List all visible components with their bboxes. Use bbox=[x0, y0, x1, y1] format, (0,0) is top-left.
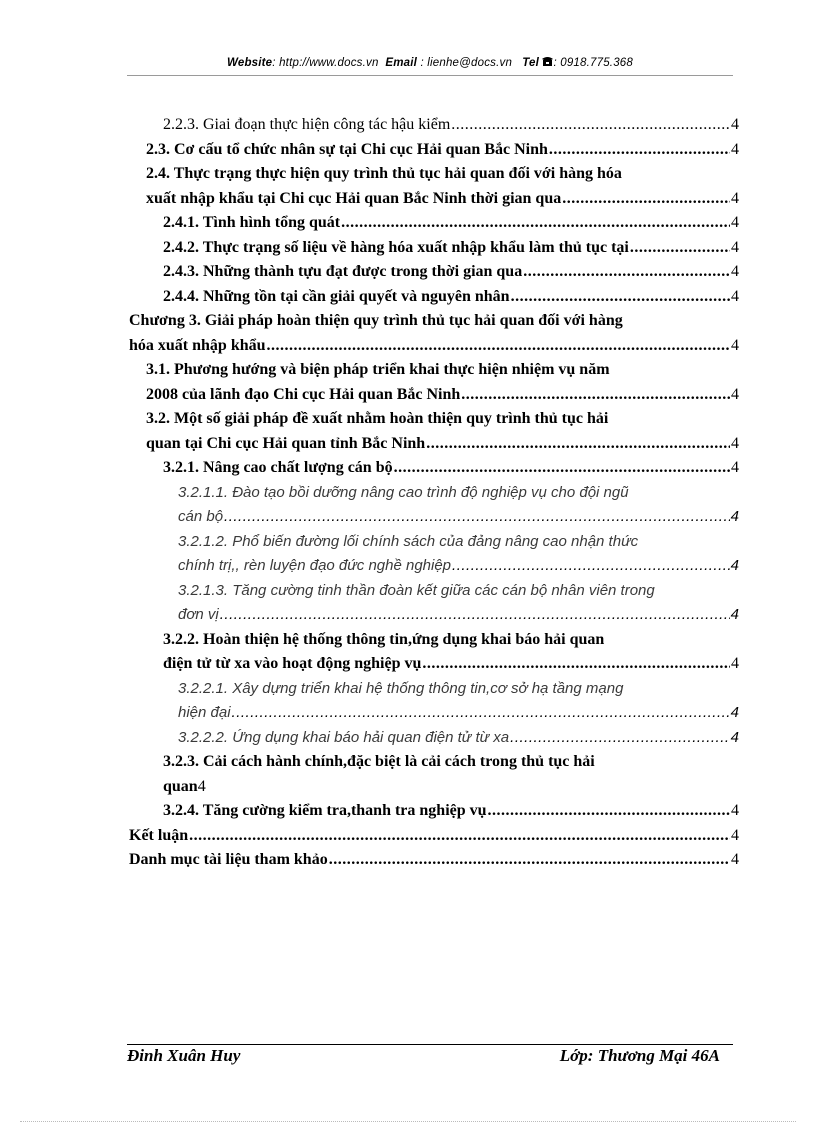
dot-leader bbox=[511, 285, 730, 310]
dot-leader bbox=[220, 603, 730, 628]
toc-entry[interactable] bbox=[163, 456, 816, 481]
footer-class: Lớp: Thương Mại 46A bbox=[559, 1046, 720, 1065]
toc-page-number: 4 bbox=[731, 826, 739, 844]
dot-leader bbox=[426, 432, 730, 457]
toc-entry[interactable] bbox=[163, 113, 816, 138]
toc-page-number: 4 bbox=[731, 434, 739, 452]
email-label: Email bbox=[385, 57, 418, 69]
toc-entry[interactable] bbox=[163, 260, 816, 285]
toc-page-number: 4 bbox=[730, 606, 739, 623]
toc-entry-text: Kết luận bbox=[129, 826, 189, 844]
toc-entry-text: Danh mục tài liệu tham khảo bbox=[129, 851, 328, 868]
toc-entry-text: Chương 3. Giải pháp hoàn thiện quy trình thủ tục hải quan đối với hàng bbox=[129, 312, 623, 329]
toc-page-number: 4 bbox=[731, 238, 739, 256]
phone-icon bbox=[542, 57, 553, 69]
toc-entry-text: cán bộ bbox=[178, 508, 224, 525]
dot-leader bbox=[630, 236, 730, 261]
toc-entry[interactable] bbox=[146, 162, 816, 211]
toc-entry-text: 3.2.1.3. Tăng cường tinh thần đoàn kết giữa các cán bộ nhân viên trong bbox=[178, 581, 655, 599]
toc-page-number: 4 bbox=[731, 802, 739, 819]
toc-page-number: 4 bbox=[731, 287, 739, 305]
website-label: Website bbox=[227, 57, 273, 69]
footer-author: Đinh Xuân Huy bbox=[127, 1046, 241, 1065]
toc-entry-text: 2.2.3. Giai đoạn thực hiện công tác hậu kiểm bbox=[163, 116, 451, 133]
tel-label: Tel bbox=[522, 57, 540, 69]
dot-leader bbox=[562, 187, 730, 212]
dot-leader bbox=[452, 554, 730, 579]
toc-entry[interactable] bbox=[163, 628, 816, 677]
toc-entry[interactable] bbox=[146, 407, 816, 456]
toc-entry-text: 2.3. Cơ cấu tổ chức nhân sự tại Chi cục Hải quan Bắc Ninh bbox=[146, 140, 548, 158]
toc-page-number: 4 bbox=[731, 263, 739, 280]
dot-leader bbox=[267, 334, 730, 359]
dot-leader bbox=[523, 260, 730, 285]
toc-entry-text: 3.2.2. Hoàn thiện hệ thống thông tin,ứng dụng khai báo hải quan bbox=[163, 630, 605, 648]
toc-page-number: 4 bbox=[731, 459, 739, 476]
toc-entry[interactable] bbox=[146, 138, 816, 163]
dot-leader bbox=[451, 113, 730, 138]
website-value: : http://www.docs.vn bbox=[272, 57, 379, 69]
toc-entry-text: 3.1. Phương hướng và biện pháp triển khai thực hiện nhiệm vụ năm bbox=[146, 361, 610, 378]
toc-entry-text: 3.2.1.2. Phổ biến đường lối chính sách của đảng nâng cao nhận thức bbox=[178, 532, 639, 550]
tel-value: : 0918.775.368 bbox=[553, 57, 633, 69]
toc-entry[interactable] bbox=[146, 358, 816, 407]
toc-entry[interactable] bbox=[163, 285, 816, 310]
toc-entry-text: 2.4. Thực trạng thực hiện quy trình thủ tục hải quan đối với hàng hóa bbox=[146, 165, 622, 182]
toc-entry-text: hóa xuất nhập khẩu bbox=[129, 336, 266, 354]
toc-entry[interactable] bbox=[178, 677, 816, 726]
toc-page-number: 4 bbox=[731, 116, 739, 133]
toc-entry[interactable] bbox=[163, 799, 816, 824]
toc-entry-text: quan tại Chi cục Hải quan tỉnh Bắc Ninh bbox=[146, 434, 426, 452]
toc-entry-text: chính trị,, rèn luyện đạo đức nghề nghiệp bbox=[178, 557, 452, 574]
dot-leader bbox=[189, 824, 730, 849]
toc-entry[interactable] bbox=[178, 579, 816, 628]
toc-page-number: 4 bbox=[731, 336, 739, 354]
toc-entry-text: 2.4.3. Những thành tựu đạt được trong thời gian qua bbox=[163, 263, 523, 280]
toc-entry[interactable] bbox=[163, 211, 816, 236]
toc-entry-text: 2.4.2. Thực trạng số liệu về hàng hóa xuất nhập khẩu làm thủ tục tại bbox=[163, 238, 629, 256]
page-bottom-border bbox=[20, 1121, 796, 1122]
toc-entry-text: 3.2.3. Cải cách hành chính,đặc biệt là cải cách trong thủ tục hải bbox=[163, 753, 595, 770]
toc-page-number: 4 bbox=[731, 214, 739, 231]
page-header bbox=[127, 56, 733, 69]
toc-entry-text: 3.2.1.1. Đào tạo bồi dưỡng nâng cao trình độ nghiệp vụ cho đội ngũ bbox=[178, 483, 629, 501]
toc-entry-text: 3.2. Một số giải pháp đề xuất nhằm hoàn thiện quy trình thủ tục hải bbox=[146, 410, 609, 427]
footer-rule bbox=[127, 1044, 733, 1045]
dot-leader bbox=[461, 383, 730, 408]
dot-leader bbox=[510, 726, 730, 751]
toc-entry[interactable] bbox=[178, 481, 816, 530]
toc-entry-text: hiện đại bbox=[178, 704, 231, 721]
toc-page-number: 4 bbox=[730, 728, 739, 746]
toc-entry-text: 2.4.1. Tình hình tổng quát bbox=[163, 214, 341, 231]
toc-entry[interactable] bbox=[178, 530, 816, 579]
toc-entry-text: 3.2.2.2. Ứng dụng khai báo hải quan điện tử từ xa bbox=[178, 728, 510, 746]
dot-leader bbox=[341, 211, 730, 236]
toc-page-number: 4 bbox=[731, 851, 739, 868]
toc-page-number: 4 bbox=[730, 557, 739, 574]
toc-entry-text: xuất nhập khẩu tại Chi cục Hải quan Bắc Ninh thời gian qua bbox=[146, 189, 562, 207]
toc-entry-text: 2.4.4. Những tồn tại cần giải quyết và nguyên nhân bbox=[163, 287, 510, 305]
toc-entry-text: 2008 của lãnh đạo Chi cục Hải quan Bắc Ninh bbox=[146, 385, 461, 403]
toc-entry-text: 3.2.4. Tăng cường kiểm tra,thanh tra nghiệp vụ bbox=[163, 802, 487, 819]
dot-leader bbox=[488, 799, 730, 824]
toc-entry[interactable] bbox=[129, 848, 739, 873]
dot-leader bbox=[224, 505, 730, 530]
email-value: : lienhe@docs.vn bbox=[420, 57, 513, 69]
toc-entry[interactable] bbox=[129, 824, 739, 849]
dot-leader bbox=[422, 652, 730, 677]
toc-entry-text: 3.2.2.1. Xây dựng triển khai hệ thống thông tin,cơ sở hạ tầng mạng bbox=[178, 679, 624, 697]
toc-entry-text: quan bbox=[163, 777, 198, 795]
toc-page-number: 4 bbox=[730, 704, 739, 721]
table-of-contents bbox=[0, 113, 816, 873]
header-rule bbox=[127, 75, 733, 76]
dot-leader bbox=[329, 848, 730, 873]
toc-page-number: 4 bbox=[731, 385, 739, 403]
toc-entry[interactable] bbox=[163, 750, 816, 799]
toc-page-number: 4 bbox=[197, 777, 206, 795]
toc-entry[interactable] bbox=[129, 309, 739, 358]
toc-page-number: 4 bbox=[731, 655, 739, 672]
toc-entry[interactable] bbox=[178, 726, 816, 751]
toc-entry-text: điện tử từ xa vào hoạt động nghiệp vụ bbox=[163, 655, 422, 672]
toc-page-number: 4 bbox=[730, 508, 739, 525]
toc-entry-text: 3.2.1. Nâng cao chất lượng cán bộ bbox=[163, 459, 393, 476]
dot-leader bbox=[232, 701, 730, 726]
toc-entry[interactable] bbox=[163, 236, 816, 261]
toc-page-number: 4 bbox=[731, 140, 739, 158]
dot-leader bbox=[394, 456, 730, 481]
toc-page-number: 4 bbox=[731, 189, 739, 207]
toc-entry-text: đơn vị bbox=[178, 606, 219, 623]
dot-leader bbox=[549, 138, 730, 163]
